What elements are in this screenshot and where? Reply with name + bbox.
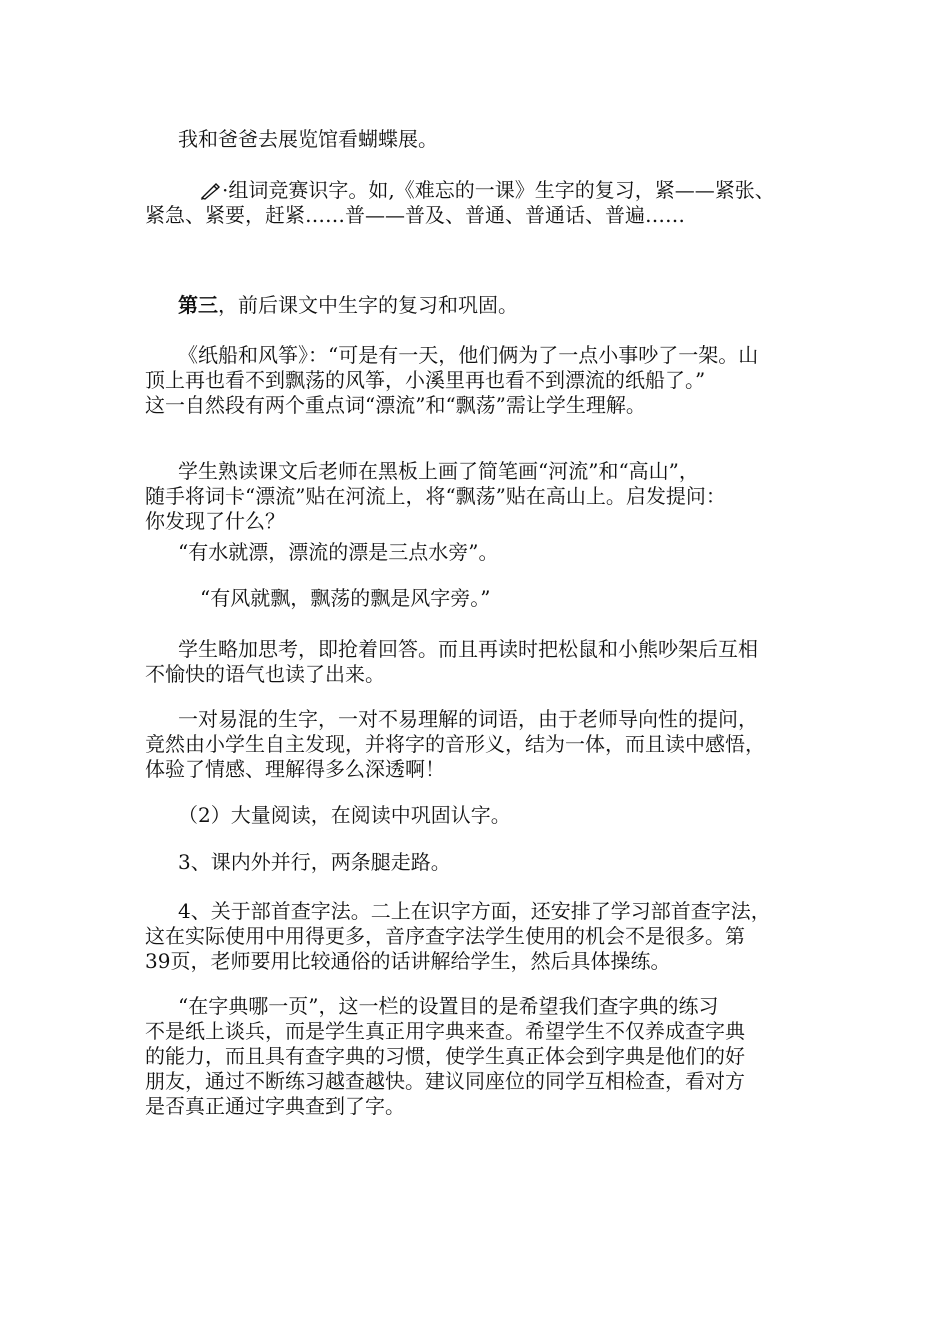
text-line: 紧急、紧要，赶紧……普——普及、普通、普通话、普遍…… bbox=[145, 203, 685, 227]
paragraph-8 bbox=[145, 637, 805, 687]
paragraph-6 bbox=[145, 540, 805, 565]
text-line: 3、课内外并行，两条腿走路。 bbox=[178, 850, 451, 874]
paragraph-12 bbox=[145, 899, 805, 974]
text-line: “有风就飘，飘荡的飘是风字旁。” bbox=[200, 586, 491, 610]
text-line: （2）大量阅读，在阅读中巩固认字。 bbox=[178, 803, 511, 827]
text-line bbox=[145, 178, 805, 203]
text-line: 学生略加思考，即抢着回答。而且再读时把松鼠和小熊吵架后互相 bbox=[178, 637, 758, 661]
paragraph-9 bbox=[145, 707, 805, 782]
text-line: 是否真正通过字典查到了字。 bbox=[145, 1094, 405, 1118]
paragraph-10 bbox=[145, 803, 805, 828]
paragraph-3 bbox=[145, 293, 805, 318]
section-heading: 第三 bbox=[178, 293, 218, 317]
paragraph-2 bbox=[145, 178, 805, 228]
text-line: 39页，老师要用比较通俗的话讲解给学生，然后具体操练。 bbox=[145, 949, 671, 973]
text-line: 学生熟读课文后老师在黑板上画了简笔画“河流”和“高山”， bbox=[178, 459, 699, 483]
text-line: 顶上再也看不到飘荡的风筝，小溪里再也看不到漂流的纸船了。” bbox=[145, 368, 706, 392]
text-line: 我和爸爸去展览馆看蝴蝶展。 bbox=[178, 127, 438, 151]
text-line: 不是纸上谈兵，而是学生真正用字典来查。希望学生不仅养成查字典 bbox=[145, 1019, 745, 1043]
writing-hand-icon bbox=[200, 178, 222, 203]
paragraph-4 bbox=[145, 343, 805, 418]
text-line: 这一自然段有两个重点词“漂流”和“飘荡”需让学生理解。 bbox=[145, 393, 646, 417]
text-line: 这在实际使用中用得更多，音序查字法学生使用的机会不是很多。第 bbox=[145, 924, 745, 948]
text-line: 竟然由小学生自主发现，并将字的音形义，结为一体，而且读中感悟， bbox=[145, 732, 765, 756]
text-line: 你发现了什么？ bbox=[145, 509, 285, 533]
paragraph-7 bbox=[145, 586, 805, 611]
text-line: 的能力，而且具有查字典的习惯，使学生真正体会到字典是他们的好 bbox=[145, 1044, 745, 1068]
text-line: 4、关于部首查字法。二上在识字方面，还安排了学习部首查字法， bbox=[178, 899, 771, 923]
paragraph-11 bbox=[145, 850, 805, 875]
text-line: 不愉快的语气也读了出来。 bbox=[145, 662, 385, 686]
text-line: 体验了情感、理解得多么深透啊！ bbox=[145, 757, 445, 781]
text-line: 一对易混的生字，一对不易理解的词语，由于老师导向性的提问， bbox=[178, 707, 758, 731]
text-line: 《纸船和风筝》：“可是有一天，他们俩为了一点小事吵了一架。山 bbox=[178, 343, 759, 367]
text-line: “有水就漂，漂流的漂是三点水旁”。 bbox=[178, 540, 499, 564]
text-line: “在字典哪一页”，这一栏的设置目的是希望我们查字典的练习 bbox=[178, 994, 719, 1018]
paragraph-1 bbox=[145, 127, 805, 152]
text-line: 随手将词卡“漂流”贴在河流上，将“飘荡”贴在高山上。启发提问： bbox=[145, 484, 726, 508]
paragraph-13 bbox=[145, 994, 805, 1119]
text-line bbox=[145, 293, 805, 318]
paragraph-5 bbox=[145, 459, 805, 534]
text-line-content: ·组词竞赛识字。如,《难忘的一课》生字的复习，紧——紧张、 bbox=[222, 178, 775, 202]
text-line-content: ，前后课文中生字的复习和巩固。 bbox=[218, 293, 518, 317]
text-line: 朋友，通过不断练习越查越快。建议同座位的同学互相检查，看对方 bbox=[145, 1069, 745, 1093]
